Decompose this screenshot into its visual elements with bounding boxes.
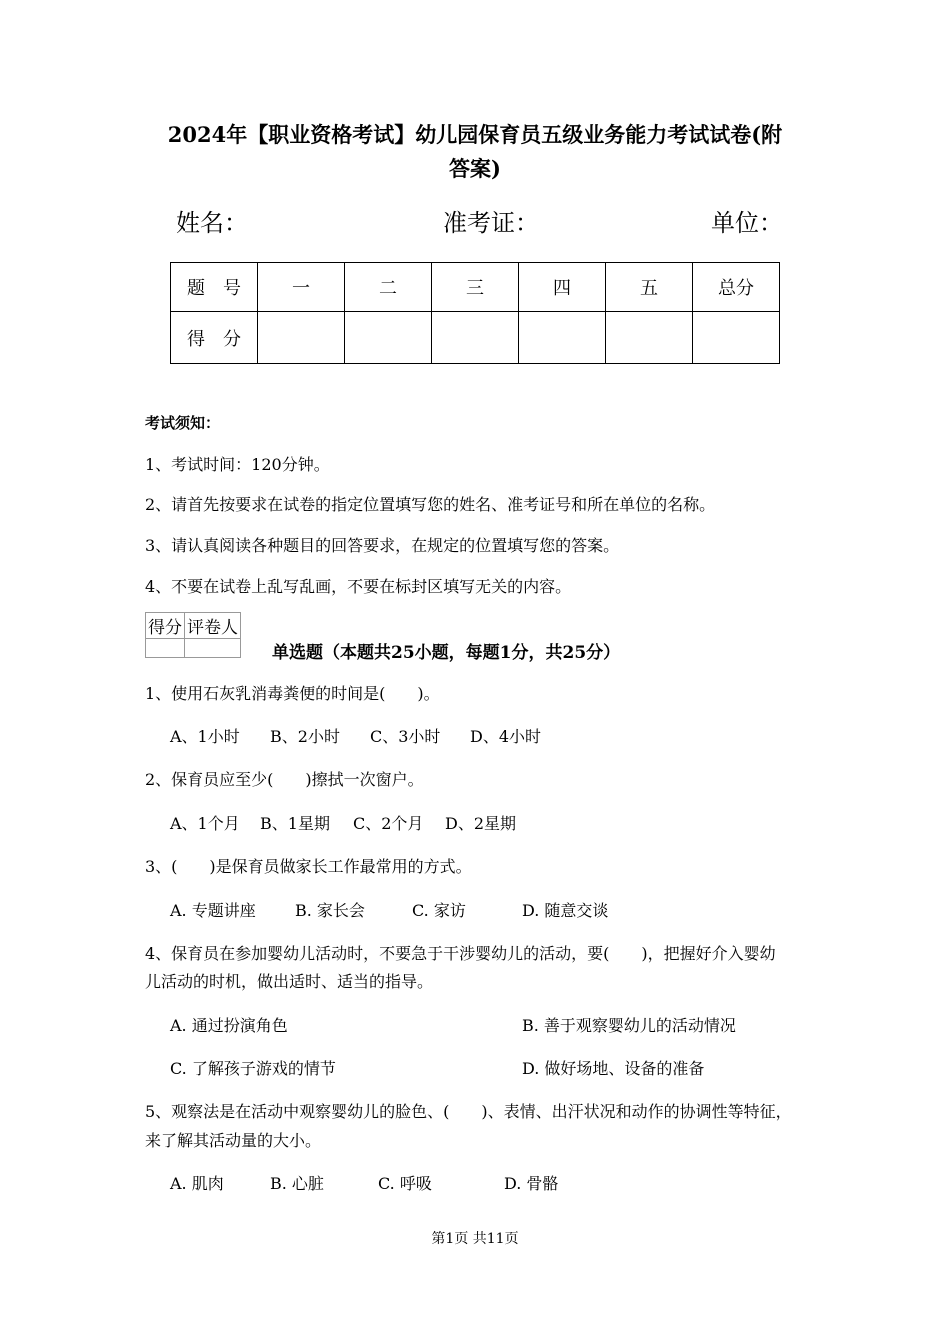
question-option: D、4小时 (470, 727, 542, 746)
question-text: 2、保育员应至少( )擦拭一次窗户。 (145, 770, 424, 789)
notice-item: 3、请认真阅读各种题目的回答要求，在规定的位置填写您的答案。 (145, 536, 620, 555)
score-table-header-cell: 一 (258, 263, 345, 312)
score-row-label: 得 分 (171, 312, 258, 364)
grader-score-label: 得分 (146, 613, 185, 639)
question-option: B、1星期 (260, 814, 330, 833)
notice-item: 2、请首先按要求在试卷的指定位置填写您的姓名、准考证号和所在单位的名称。 (145, 495, 716, 514)
question-text: 3、( )是保育员做家长工作最常用的方式。 (145, 857, 472, 876)
question-option: B. 善于观察婴幼儿的活动情况 (522, 1016, 736, 1035)
question-option: A、1小时 (170, 727, 240, 746)
question-option: C. 呼吸 (378, 1174, 432, 1193)
name-label: 姓名： (176, 209, 248, 237)
question-option: A. 通过扮演角色 (170, 1016, 288, 1035)
score-cell[interactable] (432, 312, 519, 364)
grader-reviewer-cell[interactable] (185, 639, 241, 658)
section-title: 单选题（本题共25小题，每题1分，共25分） (272, 643, 621, 663)
grader-reviewer-label: 评卷人 (185, 613, 241, 639)
question-option: B、2小时 (270, 727, 340, 746)
question-option: D. 做好场地、设备的准备 (522, 1059, 705, 1078)
score-cell[interactable] (519, 312, 606, 364)
score-table-header-cell: 总分 (693, 263, 780, 312)
question-text: 4、保育员在参加婴幼儿活动时，不要急于干涉婴幼儿的活动，要( )，把握好介入婴幼 (145, 944, 776, 963)
question-option: A、1个月 (170, 814, 240, 833)
exam-title-line1: 2024年【职业资格考试】幼儿园保育员五级业务能力考试试卷(附 (167, 122, 783, 147)
score-cell[interactable] (258, 312, 345, 364)
question-option: C. 了解孩子游戏的情节 (170, 1059, 336, 1078)
score-cell[interactable] (345, 312, 432, 364)
exam-id-label: 准考证： (443, 209, 539, 237)
score-table-header-cell: 四 (519, 263, 606, 312)
question-text: 儿活动的时机，做出适时、适当的指导。 (145, 972, 434, 991)
question-text: 来了解其活动量的大小。 (145, 1131, 322, 1150)
notice-item: 1、考试时间：120分钟。 (145, 455, 330, 474)
grader-box (145, 612, 241, 658)
grader-score-cell[interactable] (146, 639, 185, 658)
notice-item: 4、不要在试卷上乱写乱画，不要在标封区填写无关的内容。 (145, 577, 572, 596)
score-table-header-cell: 五 (606, 263, 693, 312)
question-option: B. 家长会 (295, 901, 365, 920)
question-option: A. 肌肉 (170, 1174, 224, 1193)
question-option: D. 随意交谈 (522, 901, 609, 920)
score-table-header-row (171, 263, 780, 312)
question-option: C、3小时 (370, 727, 441, 746)
question-option: C、2个月 (353, 814, 424, 833)
question-text: 1、使用石灰乳消毒粪便的时间是( )。 (145, 684, 440, 703)
score-cell[interactable] (693, 312, 780, 364)
score-table-header-cell: 题 号 (171, 263, 258, 312)
question-option: A. 专题讲座 (170, 901, 256, 920)
exam-title-line2: 答案) (449, 156, 501, 181)
question-text: 5、观察法是在活动中观察婴幼儿的脸色、( )、表情、出汗状况和动作的协调性等特征， (145, 1102, 792, 1121)
question-option: D、2星期 (445, 814, 517, 833)
notice-title: 考试须知： (145, 414, 221, 432)
score-table (170, 262, 780, 364)
question-option: B. 心脏 (270, 1174, 324, 1193)
unit-label: 单位： (711, 209, 783, 237)
score-table-score-row (171, 312, 780, 364)
score-table-header-cell: 三 (432, 263, 519, 312)
page-number: 第1页 共11页 (431, 1231, 519, 1247)
question-option: C. 家访 (412, 901, 466, 920)
score-cell[interactable] (606, 312, 693, 364)
question-option: D. 骨骼 (504, 1174, 559, 1193)
score-table-header-cell: 二 (345, 263, 432, 312)
